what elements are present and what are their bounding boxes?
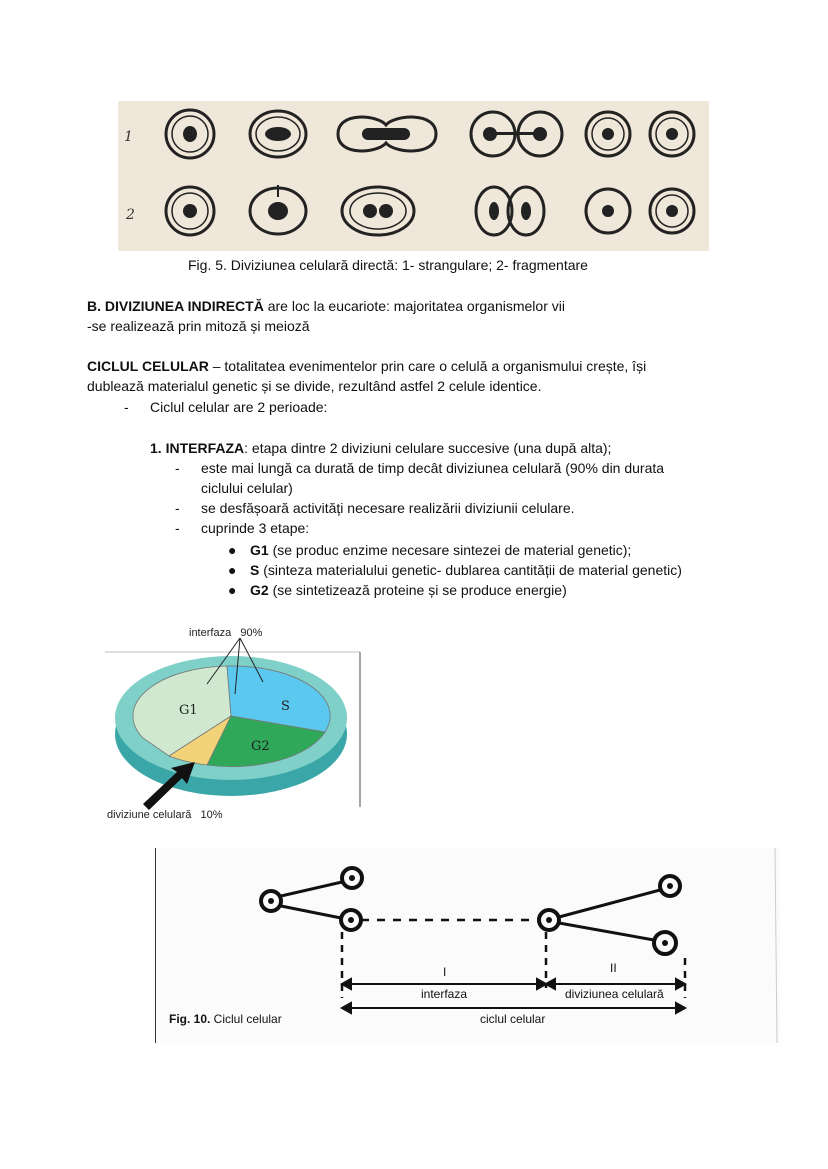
fig5-image: [118, 101, 709, 251]
section-b-heading: B. DIVIZIUNEA INDIRECTĂ: [87, 298, 264, 314]
interfaza-item-2: - se desfășoară activități necesare realizării diviziunii celulare.: [175, 500, 575, 516]
pie-top-label: interfaza 90%: [189, 627, 263, 639]
fig5-drawing: [118, 101, 709, 251]
cell-cycle-pie-figure: [105, 622, 367, 822]
fig10-caption: [169, 1012, 282, 1026]
interfaza-item-1-cont: ciclului celular): [201, 480, 293, 496]
interfaza-line: [150, 438, 611, 458]
fig10-svg: [155, 848, 780, 1043]
ciclul-bullet: - Ciclul celular are 2 perioade:: [124, 399, 328, 415]
fig5-caption: Fig. 5. Diviziunea celulară directă: 1- strangulare; 2- fragmentare: [188, 257, 588, 273]
section-b-heading-rest: are loc la eucariote: majoritatea organismelor vii: [263, 298, 565, 314]
pie-label-g2: G2: [251, 739, 270, 754]
fig10-interfaza: interfaza: [421, 987, 468, 1001]
stage-g1: ● G1 (se produc enzime necesare sintezei de material genetic);: [228, 542, 632, 558]
interfaza-item-1: - este mai lungă ca durată de timp decât diviziunea celulară (90% din durata: [175, 460, 665, 476]
fig10-figure: [155, 848, 780, 1043]
fig10-ciclul: ciclul celular: [480, 1012, 546, 1026]
fig10-roman-2: II: [610, 961, 617, 975]
ciclul-line1: [87, 356, 646, 376]
interfaza-def: : etapa dintre 2 diviziuni celulare succesive (una după alta);: [244, 440, 612, 456]
interfaza-heading: 1. INTERFAZA: [150, 440, 245, 456]
interfaza-item-3: - cuprinde 3 etape:: [175, 520, 310, 536]
fig10-caption-rest: Ciclul celular: [210, 1012, 282, 1026]
pie-svg: [105, 622, 367, 822]
ciclul-line2: dublează materialul genetic și se divide, rezultând astfel 2 celule identice.: [87, 378, 542, 394]
section-b-line1: [87, 296, 565, 316]
pie-bottom-label: diviziune celulară 10%: [107, 809, 223, 821]
fig10-caption-bold: Fig. 10.: [169, 1012, 211, 1026]
row-label-1: 1: [124, 129, 133, 145]
fig10-roman-1: I: [443, 965, 447, 979]
pie-label-g1: G1: [179, 703, 198, 718]
ciclul-heading: CICLUL CELULAR: [87, 358, 209, 374]
fig10-diviziunea: diviziunea celulară: [565, 987, 664, 1001]
stage-g2: ● G2 (se sintetizează proteine și se produce energie): [228, 582, 567, 598]
pie-label-s: S: [281, 699, 290, 714]
section-b-line2: -se realizează prin mitoză și meioză: [87, 318, 310, 334]
ciclul-text1: – totalitatea evenimentelor prin care o celulă a organismului crește, își: [208, 358, 647, 374]
ciclul-bullet-text: Ciclul celular are 2 perioade:: [150, 399, 328, 415]
stage-s: ● S (sinteza materialului genetic- dublarea cantității de material genetic): [228, 562, 682, 578]
row-label-2: 2: [126, 207, 135, 223]
